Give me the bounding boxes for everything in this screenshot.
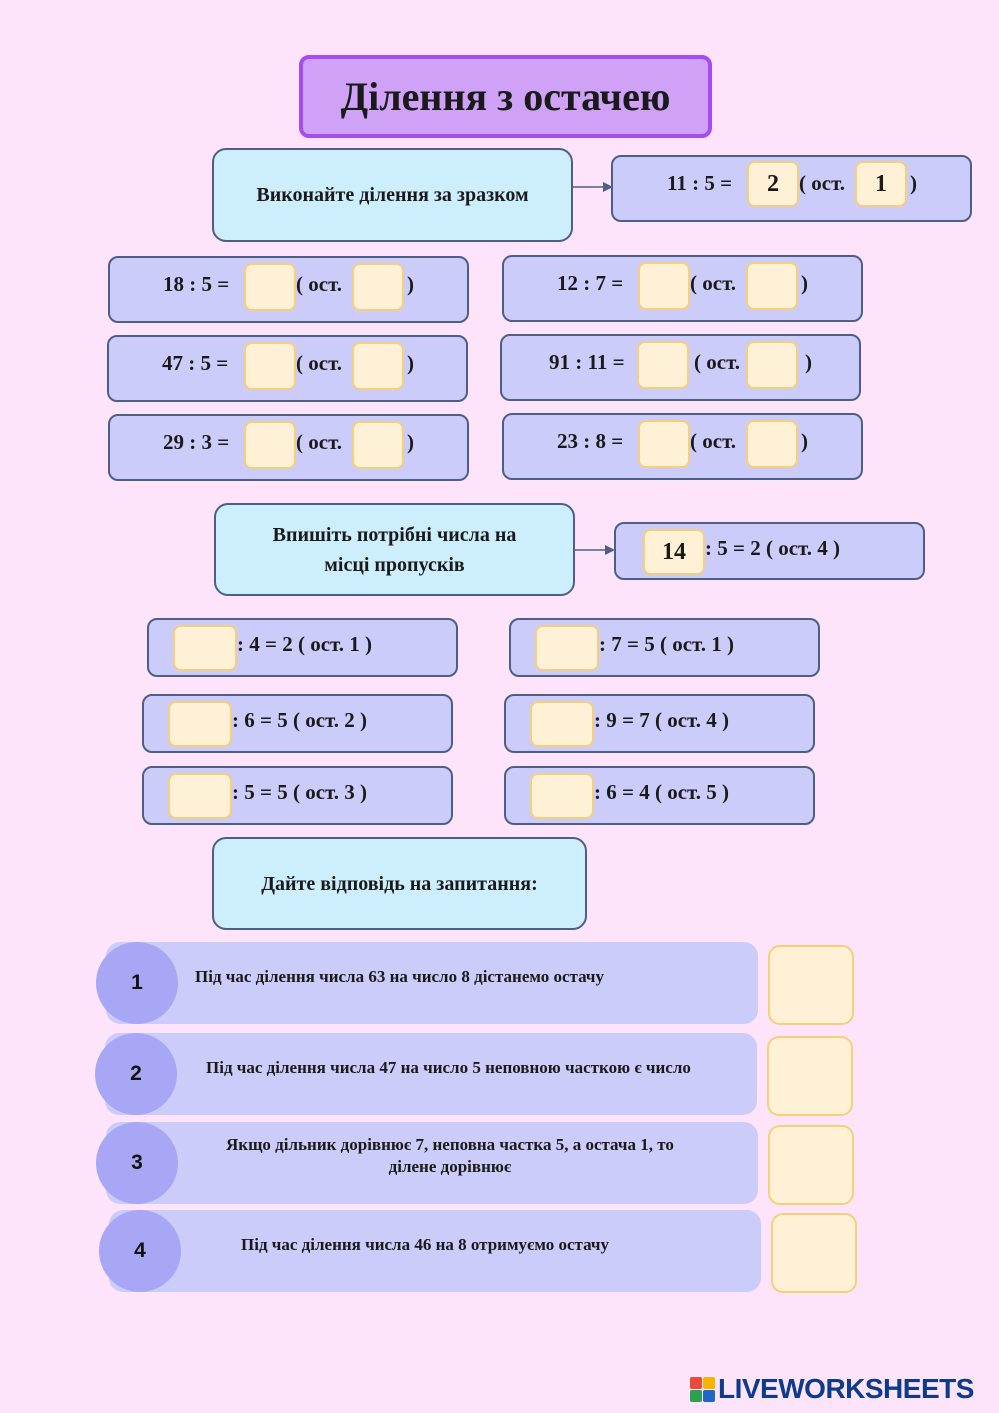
liveworksheets-logo	[690, 1373, 974, 1405]
question-row	[109, 1210, 761, 1292]
equation-rest: : 9 = 7 ( ост. 4 )	[594, 708, 730, 732]
page-title: Ділення з остачею	[299, 55, 712, 138]
dividend-input[interactable]	[535, 625, 599, 671]
remainder-label: ( ост.	[690, 271, 737, 295]
remainder-label: ( ост.	[296, 272, 343, 296]
equation-expression: 29 : 3 =	[163, 430, 230, 454]
equation-row	[502, 255, 863, 322]
remainder-label: ( ост.	[296, 430, 343, 454]
arrow-right-icon	[575, 543, 615, 557]
equation-row	[107, 335, 468, 402]
question-number-badge: 1	[96, 942, 178, 1024]
equation-expression: 11 : 5 =	[667, 171, 733, 195]
closing-paren: )	[407, 272, 414, 296]
equation-rest: : 4 = 2 ( ост. 1 )	[237, 632, 373, 656]
closing-paren: )	[910, 171, 917, 195]
remainder-input[interactable]	[746, 420, 798, 468]
equation-row	[108, 414, 469, 481]
remainder-input[interactable]	[352, 263, 404, 311]
equation-expression: 18 : 5 =	[163, 272, 230, 296]
equation-rest: : 7 = 5 ( ост. 1 )	[599, 632, 735, 656]
equation-rest: : 5 = 5 ( ост. 3 )	[232, 780, 368, 804]
closing-paren: )	[407, 351, 414, 375]
closing-paren: )	[801, 429, 808, 453]
example-equation-1	[611, 155, 972, 222]
closing-paren: )	[805, 350, 812, 374]
question-text: Під час ділення числа 46 на 8 отримуємо остачу	[241, 1235, 610, 1254]
instruction-box-1	[212, 148, 573, 242]
answer-input[interactable]	[767, 1036, 853, 1116]
remainder-input[interactable]	[746, 341, 798, 389]
instruction-box-2	[214, 503, 575, 596]
equation-rest: : 6 = 5 ( ост. 2 )	[232, 708, 368, 732]
equation-row	[504, 766, 815, 825]
liveworksheets-logo-icon	[690, 1377, 715, 1402]
answer-input[interactable]	[768, 945, 854, 1025]
equation-row	[108, 256, 469, 323]
dividend-input[interactable]	[530, 773, 594, 819]
question-text-line2: ділене дорівнює	[388, 1157, 512, 1176]
equation-rest: : 5 = 2 ( ост. 4 )	[705, 536, 841, 560]
remainder-label: ( ост.	[690, 429, 737, 453]
dividend-input[interactable]	[173, 625, 237, 671]
question-number-badge: 2	[95, 1033, 177, 1115]
equation-row	[509, 618, 820, 677]
instruction-box-3	[212, 837, 587, 930]
question-text	[226, 1134, 674, 1178]
question-text: Під час ділення числа 63 на число 8 дістанемо остачу	[195, 967, 604, 986]
logo-text: LIVEWORKSHEETS	[718, 1373, 974, 1404]
equation-rest: : 6 = 4 ( ост. 5 )	[594, 780, 730, 804]
closing-paren: )	[801, 271, 808, 295]
equation-row	[142, 694, 453, 753]
equation-expression: 23 : 8 =	[557, 429, 624, 453]
question-number-badge: 4	[99, 1210, 181, 1292]
remainder-label: ( ост.	[296, 351, 343, 375]
instruction-text-3: Дайте відповідь на запитання:	[261, 872, 538, 895]
example-equation-2	[614, 522, 925, 580]
question-text-line1: Якщо дільник дорівнює 7, неповна частка 5, а остача 1, то	[226, 1135, 674, 1154]
remainder-input[interactable]	[746, 262, 798, 310]
answer-input[interactable]	[771, 1213, 857, 1293]
equation-expression: 12 : 7 =	[557, 271, 624, 295]
equation-row	[504, 694, 815, 753]
quotient-input[interactable]	[637, 341, 689, 389]
example-quotient-box: 2	[747, 161, 799, 207]
arrow-right-icon	[573, 180, 613, 194]
equation-row	[147, 618, 458, 677]
remainder-label: ( ост.	[799, 171, 846, 195]
dividend-input[interactable]	[168, 773, 232, 819]
quotient-input[interactable]	[244, 263, 296, 311]
dividend-input[interactable]	[168, 701, 232, 747]
remainder-input[interactable]	[352, 421, 404, 469]
question-row	[105, 1033, 757, 1115]
question-text: Під час ділення числа 47 на число 5 неповною часткою є число	[206, 1058, 691, 1077]
example-remainder-box: 1	[855, 161, 907, 207]
question-row	[106, 1122, 758, 1204]
quotient-input[interactable]	[638, 420, 690, 468]
quotient-input[interactable]	[638, 262, 690, 310]
closing-paren: )	[407, 430, 414, 454]
example-dividend-box: 14	[643, 529, 705, 575]
question-number-badge: 3	[96, 1122, 178, 1204]
equation-expression: 47 : 5 =	[162, 351, 229, 375]
dividend-input[interactable]	[530, 701, 594, 747]
equation-row	[500, 334, 861, 401]
remainder-label: ( ост.	[694, 350, 741, 374]
quotient-input[interactable]	[244, 342, 296, 390]
remainder-input[interactable]	[352, 342, 404, 390]
equation-row	[502, 413, 863, 480]
instruction-text-2-line2: місці пропусків	[324, 553, 465, 576]
equation-expression: 91 : 11 =	[549, 350, 625, 374]
instruction-text-2-line1: Впишіть потрібні числа на	[272, 523, 517, 546]
quotient-input[interactable]	[244, 421, 296, 469]
question-row	[106, 942, 758, 1024]
equation-row	[142, 766, 453, 825]
instruction-text-1: Виконайте ділення за зразком	[256, 184, 529, 206]
answer-input[interactable]	[768, 1125, 854, 1205]
